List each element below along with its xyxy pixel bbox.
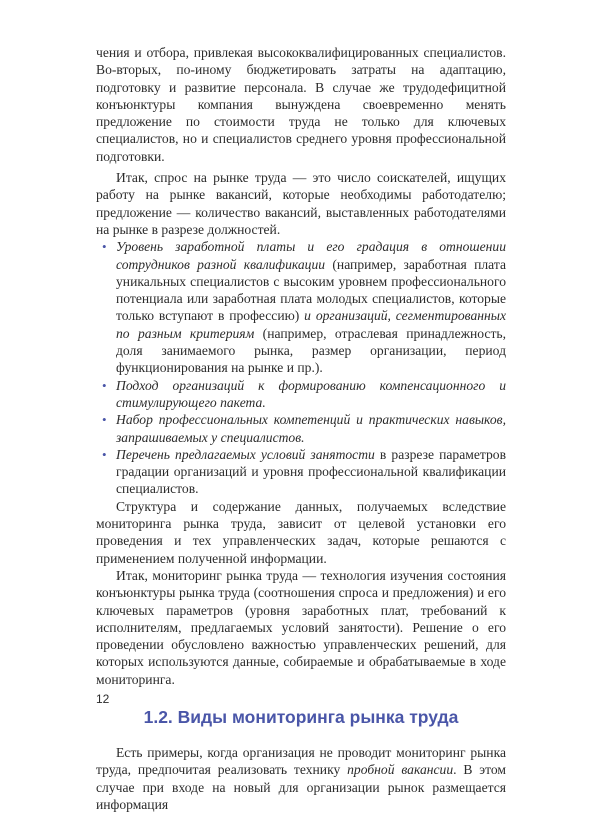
page-body [96, 44, 506, 813]
bullet-italic-text: Перечень предлагаемых условий занятости [116, 446, 375, 462]
bullet-icon: • [102, 377, 107, 393]
bullet-italic-text: Уровень заработной платы и его градация в отношении сотрудников разной квалификации [116, 239, 506, 272]
bullet-text: (например, отраслевая принадлежность, доля занимаемого рынка, размер организации, период функционирования на рынке и пр.). [116, 325, 506, 376]
paragraph-5 [96, 744, 506, 813]
list-item [102, 411, 506, 446]
paragraph-5-italic: пробной вакансии [347, 762, 454, 778]
paragraph-2: Итак, спрос на рынке труда — это число соискателей, ищущих работу на рынке вакансий, которые необходимы работодателю; предложение — количество вакансий, выставленных работодателями на рынке в разрезе должностей. [96, 170, 506, 237]
bullet-list [96, 238, 506, 497]
page-number: 12 [96, 692, 110, 706]
bullet-icon: • [102, 412, 107, 428]
paragraph-5-text: Есть примеры, когда организация не проводит мониторинг рынка труда, предпочитая реализовать технику [96, 744, 506, 778]
bullet-icon: • [102, 239, 107, 255]
bullet-italic-text: и организаций, сегментированных по разным критериям [116, 308, 506, 341]
bullet-italic-text: Подход организаций к формированию компенсационного и стимулирующего пакета. [116, 377, 506, 410]
bullet-italic-text: Набор профессиональных компетенций и практических навыков, запрашиваемых у специалистов. [116, 412, 506, 445]
paragraph-4: Итак, мониторинг рынка труда — технология изучения состояния конъюнктуры рынка труда (соотношения спроса и предложения) и его ключевых параметров (уровня заработных плат, требований к исполнителям, предлагаемых условий занятости). Решение о его проведении обусловлено важностью управленческих решений, для которых используются данные, собираемые и обрабатываемые в ходе мониторинга. [96, 567, 506, 687]
paragraph-5-text-end: . В этом случае при входе на новый для организации рынок размещается информация [96, 762, 507, 812]
section-heading: 1.2. Виды мониторинга рынка труда [143, 706, 459, 727]
paragraph-1: чения и отбора, привлекая высококвалифицированных специалистов. Во-вторых, по-иному бюджетировать затраты на адаптацию, подготовку и развитие персонала. В случае же трудодефицитной конъюнктуры компания вынуждена своевременно менять предложение по стоимости труда не только для ключевых специалистов, но и специалистов среднего уровня профессиональной подготовки. [96, 45, 506, 164]
list-item [102, 238, 506, 376]
bullet-text: в разрезе параметров градации организаций и уровня профессиональной квалификации специалистов. [116, 446, 506, 497]
paragraph-3: Структура и содержание данных, получаемых вследствие мониторинга рынка труда, зависит от целевой установки его проведения и тех управленческих задач, которые решаются с применением полученной информации. [96, 498, 506, 566]
bullet-text: (например, заработная плата уникальных специалистов с высоким уровнем профессионального потенциала или заработная плата молодых специалистов, которые только вступают в профессию) [116, 256, 506, 324]
list-item [102, 446, 506, 498]
list-item [102, 377, 506, 412]
bullet-icon: • [102, 446, 107, 462]
